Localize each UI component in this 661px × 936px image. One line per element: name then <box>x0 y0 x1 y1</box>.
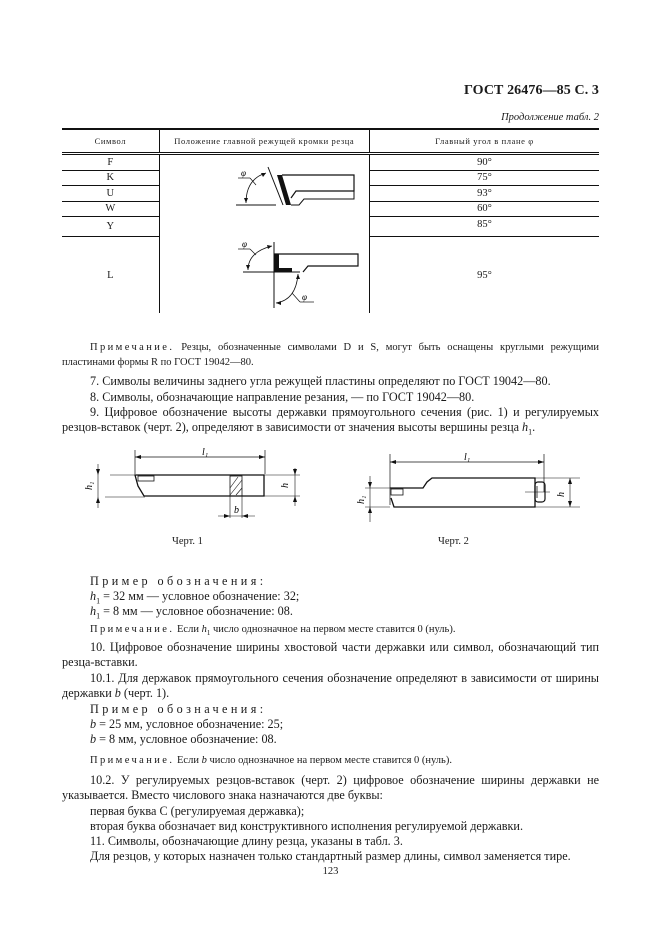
drawing-2-caption: Черт. 2 <box>438 536 469 547</box>
example-1-line-2 <box>62 604 599 624</box>
h-label-2: h <box>556 492 567 497</box>
paragraph-10: 10. Цифровое обозначение ширины хвостовой части державки или символ, обозначающий тип резца-вставки. <box>62 640 599 670</box>
note-text: число однозначное на первом месте ставится 0 (нуль). <box>206 755 452 766</box>
var-h: h <box>90 604 97 618</box>
cutting-edge-diagram-1 <box>236 165 366 210</box>
drawing-1-caption: Черт. 1 <box>172 536 203 547</box>
l1-label-2: l₁ <box>464 452 471 463</box>
sub-1: 1 <box>206 629 211 638</box>
note-b-single-digit <box>62 753 599 768</box>
note-round-inserts <box>62 340 599 370</box>
drawing-1-rectangular-holder <box>84 447 310 533</box>
sub-1: 1 <box>96 596 101 606</box>
page-number: 123 <box>322 866 339 877</box>
cell-symbol: F <box>62 154 159 171</box>
cell-symbol: K <box>62 170 159 186</box>
cell-symbol: L <box>62 237 159 314</box>
phi-label: φ <box>241 168 246 178</box>
cell-angle: 85° <box>369 217 599 237</box>
example-title-text: Пример обозначения: <box>90 702 267 716</box>
note-label: Примечание. <box>90 624 175 635</box>
note-text: число однозначное на первом месте ставится 0 (нуль). <box>210 624 456 635</box>
var-h: h <box>522 420 529 435</box>
paragraph-11: 11. Символы, обозначающие длину резца, указаны в табл. 3. <box>90 834 403 848</box>
paragraph-8: 8. Символы, обозначающие направление резания, — по ГОСТ 19042—80. <box>90 390 475 404</box>
paragraph-7: 7. Символы величины заднего угла режущей пластины определяют по ГОСТ 19042—80. <box>90 374 551 388</box>
period: . <box>532 420 536 435</box>
example-text: = 32 мм — условное обозначение: 32; <box>100 589 300 603</box>
paragraph-10-2: 10.2. У регулируемых резцов-вставок (черт. 2) цифровое обозначение ширины державки не указывается. Вместо числового знака назначаются две буквы: <box>62 773 599 803</box>
h1-label: h₁ <box>84 481 95 490</box>
var-b: b <box>114 686 121 701</box>
paragraph-11-dash: Для резцов, у которых назначен только стандартный размер длины, символ заменяется тире. <box>90 849 571 863</box>
note-label: Примечание. <box>90 342 175 353</box>
var-h: h <box>201 624 207 635</box>
sub-1: 1 <box>96 611 101 621</box>
var-b: b <box>90 717 97 731</box>
paragraph-text: (черт. 1). <box>120 686 170 701</box>
cell-angle: 93° <box>369 186 599 202</box>
paragraph-10-1 <box>62 671 599 702</box>
h-label: h <box>280 483 291 488</box>
paragraph-text: 10.1. Для державок прямоугольного сечения обозначение определяют в зависимости от ширины державки <box>62 671 599 701</box>
example-1-title <box>62 574 599 589</box>
cell-symbol: Y <box>62 217 159 237</box>
col-main-angle: Главный угол в плане φ <box>369 129 599 154</box>
table-continuation-label: Продолжение табл. 2 <box>501 112 599 123</box>
b-label: b <box>234 505 239 516</box>
paragraph-10-2-second-letter: вторая буква обозначает вид конструктивного исполнения регулируемой державки. <box>90 819 523 833</box>
note-text: Резцы, обозначенные символами D и S, могут быть оснащены круглыми режущими пластинами формы R по ГОСТ 19042—80. <box>62 342 599 368</box>
var-h: h <box>90 589 97 603</box>
note-label: Примечание. <box>90 755 175 766</box>
example-2-line-1 <box>62 717 599 732</box>
note-text: Если <box>174 755 202 766</box>
cutting-edge-diagram-2 <box>238 238 368 313</box>
l1-label: l₁ <box>202 447 209 458</box>
table-header-row <box>62 129 599 154</box>
phi-label-top: φ <box>242 239 247 249</box>
example-text: = 8 мм, условное обозначение: 08. <box>96 732 277 746</box>
example-2-line-2 <box>62 732 599 747</box>
col-symbol: Символ <box>62 129 159 154</box>
example-2-title <box>62 702 599 717</box>
drawing-2-adjustable-insert <box>356 450 580 535</box>
paragraph-9 <box>62 405 599 440</box>
cell-symbol: U <box>62 186 159 202</box>
var-b: b <box>90 732 97 746</box>
note-h1-single-digit <box>62 622 599 642</box>
sub-1: 1 <box>528 427 533 437</box>
document-header: ГОСТ 26476—85 С. 3 <box>464 83 599 98</box>
cell-symbol: W <box>62 201 159 217</box>
note-text: Если <box>174 624 202 635</box>
h1-label-2: h₁ <box>356 495 367 504</box>
example-title-text: Пример обозначения: <box>90 574 267 588</box>
var-b: b <box>201 755 207 766</box>
phi-label-bottom: φ <box>302 292 307 302</box>
example-text: = 25 мм, условное обозначение: 25; <box>96 717 284 731</box>
cell-angle: 95° <box>477 269 492 281</box>
paragraph-10-2-first-letter: первая буква С (регулируемая державка); <box>90 804 305 818</box>
cell-angle: 90° <box>369 154 599 171</box>
cell-angle: 75° <box>369 170 599 186</box>
col-edge-position: Положение главной режущей кромки резца <box>159 129 369 154</box>
example-text: = 8 мм — условное обозначение: 08. <box>100 604 293 618</box>
paragraph-9-text: 9. Цифровое обозначение высоты державки прямоугольного сечения (рис. 1) и регулируемых резцов-вставок (черт. 2), определяют в зависимости от значения высоты вершины резца <box>62 405 599 435</box>
cell-angle: 60° <box>369 201 599 217</box>
